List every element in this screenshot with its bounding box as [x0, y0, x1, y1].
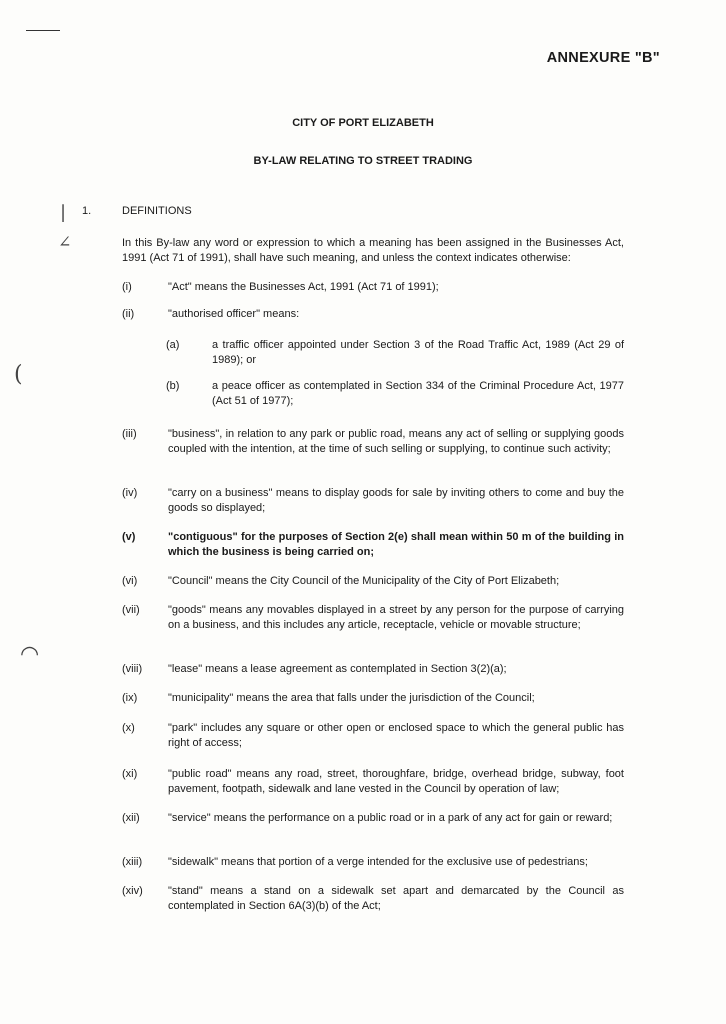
- section-intro: In this By-law any word or expression to which a meaning has been assigned in the Businesses Act, 1991 (Act 71 of 1991), shall have such meaning, and unless the context indicates otherwise:: [122, 237, 624, 264]
- definition-text: "goods" means any movables displayed in a street by any person for the purpose of carrying on a business, and this includes any article, receptacle, vehicle or movable structure;: [168, 604, 624, 631]
- definition-label: (x): [122, 722, 135, 734]
- definition-text: "stand" means a stand on a sidewalk set apart and demarcated by the Council as contemplated in Section 6A(3)(b) of the Act;: [168, 885, 624, 912]
- definition-text: "public road" means any road, street, thoroughfare, bridge, overhead bridge, subway, foot pavement, footpath, sidewalk and lane vested in the Council by operation of law;: [168, 768, 624, 795]
- section-number: 1.: [82, 205, 92, 217]
- punch-hole-mark-1: (: [14, 362, 23, 387]
- definition-text: "authorised officer" means:: [168, 308, 300, 320]
- definition-label: (viii): [122, 663, 143, 675]
- definition-text: "service" means the performance on a public road or in a park of any act for gain or reward;: [168, 812, 613, 824]
- bylaw-title: BY-LAW RELATING TO STREET TRADING: [253, 155, 473, 167]
- definition-text: a peace officer as contemplated in Section 334 of the Criminal Procedure Act, 1977 (Act 51 of 1977);: [212, 380, 624, 407]
- definition-label: (ii): [122, 308, 135, 320]
- definition-text: "lease" means a lease agreement as contemplated in Section 3(2)(a);: [168, 663, 507, 675]
- definition-text: "contiguous" for the purposes of Section 2(e) shall mean within 50 m of the building in which the business is being carried on;: [168, 531, 624, 558]
- definition-label: (v): [122, 531, 136, 543]
- definition-label: (xiv): [122, 885, 143, 897]
- handwritten-mark-1: |: [60, 202, 67, 223]
- definition-label: (ix): [122, 692, 138, 704]
- definition-text: "municipality" means the area that falls under the jurisdiction of the Council;: [168, 692, 535, 704]
- city-title: CITY OF PORT ELIZABETH: [292, 117, 434, 129]
- definition-text: a traffic officer appointed under Section 3 of the Road Traffic Act, 1989 (Act 29 of 1989); or: [212, 339, 624, 366]
- definition-text: "park" includes any square or other open or enclosed space to which the general public has right of access;: [168, 722, 624, 749]
- definition-text: "sidewalk" means that portion of a verge intended for the exclusive use of pedestrians;: [168, 856, 588, 868]
- definition-text: "Act" means the Businesses Act, 1991 (Act 71 of 1991);: [168, 281, 439, 293]
- annexure-label: ANNEXURE "B": [546, 50, 660, 66]
- definition-label: (b): [166, 380, 180, 392]
- definition-label: (vi): [122, 575, 138, 587]
- definition-label: (a): [166, 339, 180, 351]
- definition-label: (iii): [122, 428, 137, 440]
- definition-text: "carry on a business" means to display goods for sale by inviting others to come and buy the goods so displayed;: [168, 487, 624, 514]
- definition-label: (xi): [122, 768, 138, 780]
- section-heading: DEFINITIONS: [122, 205, 192, 217]
- definition-label: (i): [122, 281, 132, 293]
- punch-hole-mark-2: ◠: [20, 642, 40, 667]
- definition-label: (vii): [122, 604, 140, 616]
- definition-label: (xii): [122, 812, 140, 824]
- scan-mark-top-left: [26, 30, 60, 31]
- definition-text: "Council" means the City Council of the Municipality of the City of Port Elizabeth;: [168, 575, 560, 587]
- definition-label: (xiii): [122, 856, 143, 868]
- definition-text: "business", in relation to any park or public road, means any act of selling or supplying goods coupled with the intention, at the time of such selling or supplying, to continue such activity;: [168, 428, 624, 455]
- handwritten-mark-2: ∠: [58, 232, 72, 251]
- definition-label: (iv): [122, 487, 138, 499]
